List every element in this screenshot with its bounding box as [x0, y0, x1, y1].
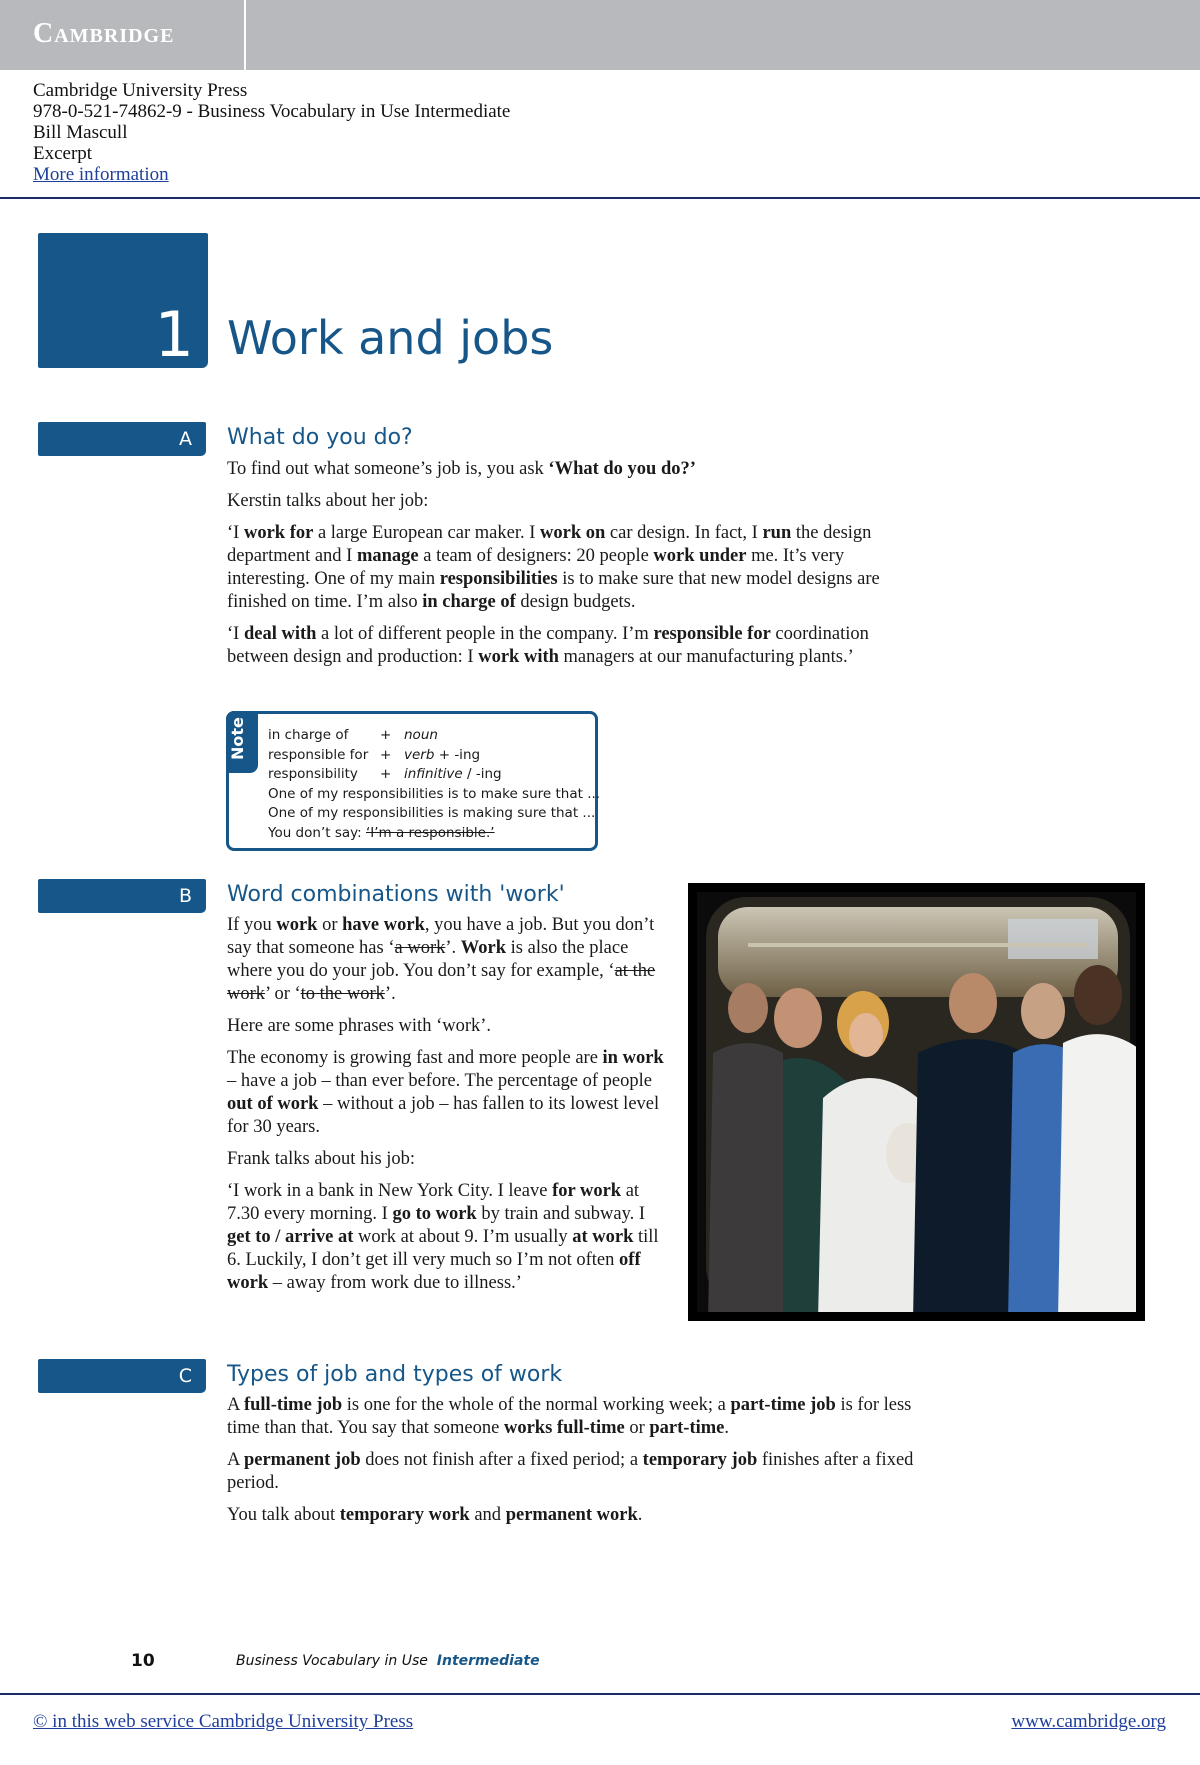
copyright-link[interactable]: © in this web service Cambridge University Press: [33, 1711, 414, 1732]
paragraph: Frank talks about his job:: [227, 1149, 416, 1169]
paragraph: To find out what someone’s job is, you ask ‘What do you do?’: [227, 459, 696, 479]
section-c-tab: [38, 1359, 206, 1393]
note-warning: You don’t say: ‘I’m a responsible.’: [268, 824, 495, 841]
publisher: Cambridge University Press: [33, 80, 248, 101]
section-a-letter: A: [179, 428, 192, 450]
book-metadata: [33, 80, 510, 185]
footer-rule: [0, 1693, 1200, 1695]
section-b-title: Word combinations with 'work': [227, 882, 565, 907]
book-title-footer: Business Vocabulary in Use Intermediate: [236, 1653, 540, 1669]
photo-illustration: [688, 883, 1145, 1321]
document-type: Excerpt: [33, 143, 93, 164]
note-row: responsibility + infinitive / -ing: [268, 766, 502, 783]
header-rule: [0, 197, 1200, 199]
paragraph: A full-time job is one for the whole of the normal working week; a part-time job is for less time than that. You say that someone works full-time or part-time.: [227, 1395, 912, 1438]
paragraph: Kerstin talks about her job:: [227, 491, 429, 511]
paragraph: If you work or have work, you have a job. But you don’t say that someone has ‘a work’. Work is also the place where you do your job. You don’t say for example, ‘at the work’ or ‘to the work’.: [227, 915, 656, 1004]
paragraph: ‘I work for a large European car maker. I work on car design. In fact, I run the design department and I manage a team of designers: 20 people work under me. It’s very interesting. One of my main responsibilities is to make sure that new model designs are finished on time. I’m also in charge of design budgets.: [227, 523, 880, 612]
paragraph: A permanent job does not finish after a fixed period; a temporary job finishes after a fixed period.: [227, 1450, 914, 1493]
paragraph: Here are some phrases with ‘work’.: [227, 1016, 492, 1036]
note-label: Note: [228, 717, 247, 760]
isbn-title: 978-0-521-74862-9 - Business Vocabulary in Use Intermediate: [33, 101, 511, 122]
note-example: One of my responsibilities is to make sure that ...: [268, 785, 601, 802]
paragraph: The economy is growing fast and more people are in work – have a job – than ever before. The percentage of people out of work – without a job – has fallen to its lowest level for 30 years.: [227, 1048, 664, 1137]
paragraph: You talk about temporary work and permanent work.: [227, 1505, 643, 1525]
more-information-link[interactable]: More information: [33, 164, 169, 185]
note-example: One of my responsibilities is making sure that ...: [268, 805, 596, 822]
chapter-number-box: [38, 233, 208, 371]
chapter-number: 1: [154, 298, 194, 371]
section-b-letter: B: [178, 885, 192, 907]
section-b-tab: [38, 879, 206, 913]
subway-commuters-photo: [688, 883, 1145, 1321]
cambridge-logo: Cambridge: [33, 18, 175, 49]
cambridge-website-link[interactable]: www.cambridge.org: [1011, 1711, 1166, 1732]
section-a-tab: [38, 422, 206, 456]
page-number: 10: [131, 1651, 155, 1671]
section-a-title: What do you do?: [227, 425, 413, 450]
banner-divider: [244, 0, 246, 70]
top-banner: [0, 0, 1200, 70]
chapter-title: Work and jobs: [227, 311, 554, 365]
paragraph: ‘I deal with a lot of different people in the company. I’m responsible for coordination between design and production: I work with managers at our manufacturing plants.’: [227, 624, 869, 667]
note-row: responsible for + verb + -ing: [268, 746, 481, 763]
section-a-body: [227, 458, 927, 678]
section-c-title: Types of job and types of work: [227, 1362, 563, 1387]
section-c-letter: C: [178, 1365, 192, 1387]
note-content: [268, 726, 600, 844]
note-row: in charge of + noun: [268, 727, 438, 743]
section-c-body: [227, 1394, 927, 1536]
paragraph: ‘I work in a bank in New York City. I leave for work at 7.30 every morning. I go to work by train and subway. I get to / arrive at work at about 9. I’m usually at work till 6. Luckily, I don’t get ill very much so I’m not often off work – away from work due to illness.’: [227, 1181, 659, 1293]
author: Bill Mascull: [33, 122, 128, 143]
section-b-body: [227, 914, 667, 1304]
